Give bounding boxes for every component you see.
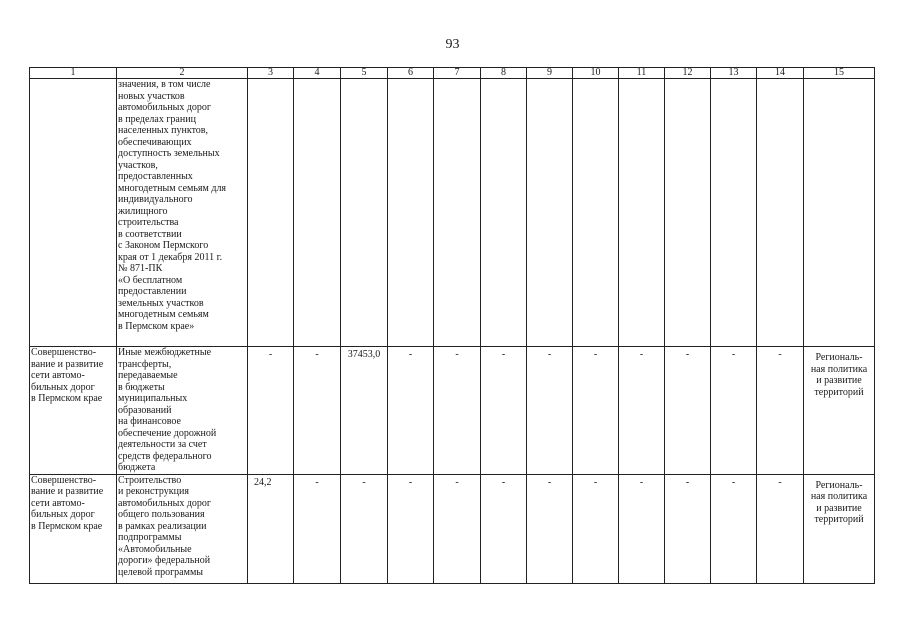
- value-cell: [757, 79, 804, 347]
- value-cell: -: [665, 347, 711, 475]
- value-cell: [711, 79, 757, 347]
- value-cell: -: [527, 474, 573, 583]
- program-name-cell: Совершенство- вание и развитие сети автомо- бильных дорог в Пермском крае: [30, 347, 117, 475]
- value-cell: -: [573, 347, 619, 475]
- value-cell: [434, 79, 481, 347]
- program-name-cell: Совершенство- вание и развитие сети автомо- бильных дорог в Пермском крае: [30, 474, 117, 583]
- column-number: 12: [665, 68, 711, 79]
- activity-description-cell: Строительство и реконструкция автомобильных дорог общего пользования в рамках реализации подпрограммы «Автомобильные дороги» федеральной целевой программы: [117, 474, 248, 583]
- table-row: [30, 347, 875, 475]
- value-cell: [294, 79, 341, 347]
- column-number: 6: [388, 68, 434, 79]
- value-cell: -: [573, 474, 619, 583]
- value-cell: [619, 79, 665, 347]
- value-cell: -: [341, 474, 388, 583]
- column-number: 15: [804, 68, 875, 79]
- value-cell: -: [711, 474, 757, 583]
- table-row: [30, 474, 875, 583]
- column-number: 1: [30, 68, 117, 79]
- value-cell: -: [434, 347, 481, 475]
- value-cell: [573, 79, 619, 347]
- value-cell: [481, 79, 527, 347]
- value-cell: -: [757, 474, 804, 583]
- column-number: 3: [248, 68, 294, 79]
- value-cell: -: [434, 474, 481, 583]
- value-cell: [527, 79, 573, 347]
- column-number: 4: [294, 68, 341, 79]
- value-cell: -: [481, 347, 527, 475]
- value-cell: [388, 79, 434, 347]
- column-number: 7: [434, 68, 481, 79]
- column-number: 14: [757, 68, 804, 79]
- column-number: 9: [527, 68, 573, 79]
- value-cell: -: [388, 347, 434, 475]
- value-cell: 37453,0: [341, 347, 388, 475]
- table-row: [30, 79, 875, 347]
- column-number: 11: [619, 68, 665, 79]
- column-number: 13: [711, 68, 757, 79]
- responsible-program-cell: Региональ- ная политика и развитие территорий: [804, 474, 875, 583]
- value-cell: -: [619, 347, 665, 475]
- value-cell: -: [294, 474, 341, 583]
- value-cell: -: [248, 347, 294, 475]
- value-cell: -: [711, 347, 757, 475]
- value-cell: -: [619, 474, 665, 583]
- activity-description-cell: значения, в том числе новых участков автомобильных дорог в пределах границ населенных пунктов, обеспечивающих доступность земельных участков, предоставленных многодетным семьям для индивидуального жилищного строительства в соответствии с Законом Пермского края от 1 декабря 2011 г. № 871-ПК «О бесплатном предоставлении земельных участков многодетным семьям в Пермском крае»: [117, 79, 248, 347]
- column-number: 8: [481, 68, 527, 79]
- budget-table: [29, 67, 875, 584]
- page-number: 93: [445, 37, 460, 52]
- value-cell: 24,2: [248, 474, 294, 583]
- value-cell: -: [757, 347, 804, 475]
- value-cell: -: [527, 347, 573, 475]
- column-number: 5: [341, 68, 388, 79]
- activity-description-cell: Иные межбюджетные трансферты, передаваемые в бюджеты муниципальных образований на финансовое обеспечение дорожной деятельности за счет средств федерального бюджета: [117, 347, 248, 475]
- value-cell: [341, 79, 388, 347]
- value-cell: -: [665, 474, 711, 583]
- value-cell: -: [481, 474, 527, 583]
- column-number: 10: [573, 68, 619, 79]
- column-number-row: [30, 68, 875, 79]
- value-cell: -: [294, 347, 341, 475]
- responsible-program-cell: [804, 79, 875, 347]
- value-cell: [665, 79, 711, 347]
- program-name-cell: [30, 79, 117, 347]
- responsible-program-cell: Региональ- ная политика и развитие территорий: [804, 347, 875, 475]
- value-cell: [248, 79, 294, 347]
- value-cell: -: [388, 474, 434, 583]
- column-number: 2: [117, 68, 248, 79]
